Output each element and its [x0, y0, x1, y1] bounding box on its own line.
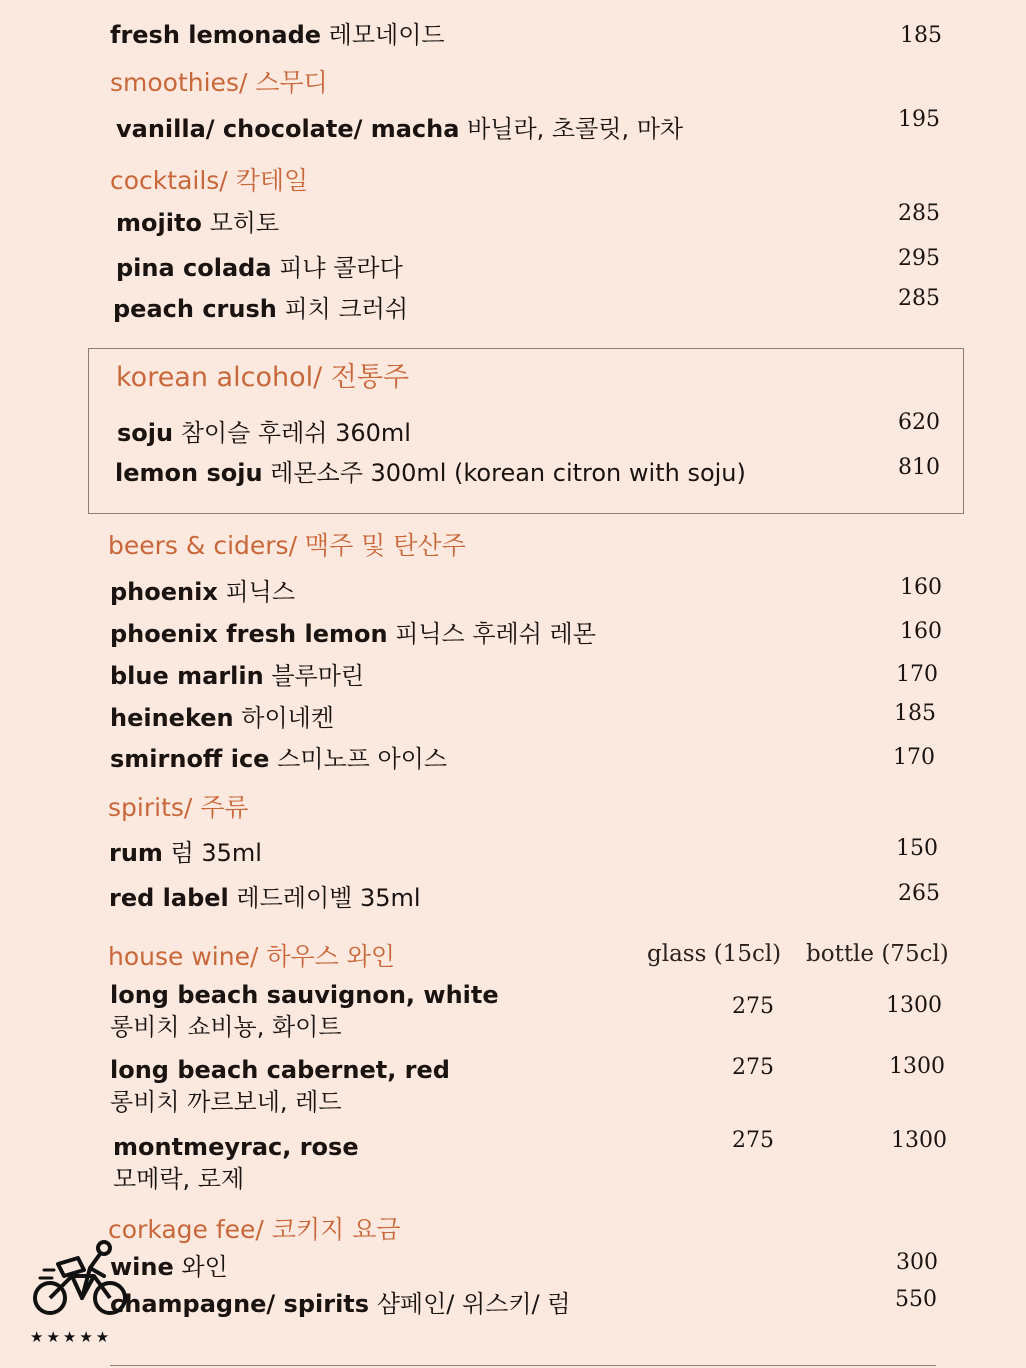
item-name: heineken	[110, 704, 234, 732]
menu-item	[110, 703, 334, 733]
item-korean: 와인	[181, 1253, 228, 1281]
item-name: phoenix fresh lemon	[110, 620, 388, 648]
bottle-column-header: bottle (75cl)	[806, 941, 949, 967]
item-korean: 모히토	[209, 209, 280, 237]
bottle-price: 1300	[886, 993, 942, 1018]
item-price: 265	[898, 881, 940, 906]
wine-item-name	[110, 980, 499, 1010]
menu-item	[110, 661, 364, 691]
item-name: peach crush	[113, 295, 277, 323]
item-price: 160	[900, 619, 942, 644]
item-name: lemon soju	[115, 459, 263, 487]
item-name: montmeyrac, rose	[113, 1133, 359, 1161]
item-name: wine	[110, 1253, 174, 1281]
item-name: long beach cabernet, red	[110, 1056, 450, 1084]
item-price: 550	[895, 1287, 937, 1312]
item-price: 160	[900, 575, 942, 600]
bottle-price: 1300	[891, 1128, 947, 1153]
item-price: 285	[898, 201, 940, 226]
menu-item	[115, 458, 746, 488]
menu-item	[113, 294, 408, 324]
section-title-house-wine: house wine/ 하우스 와인	[108, 942, 396, 971]
item-price: 295	[898, 246, 940, 271]
item-korean: 샴페인/ 위스키/ 럼	[376, 1290, 571, 1318]
item-name: soju	[117, 419, 174, 447]
item-korean: 블루마린	[271, 662, 365, 690]
menu-item	[117, 418, 411, 448]
item-price: 300	[896, 1250, 938, 1275]
menu-item	[110, 1289, 570, 1319]
menu-item	[110, 619, 596, 649]
item-price: 285	[898, 286, 940, 311]
bottom-divider	[110, 1365, 936, 1366]
section-title-beers: beers & ciders/ 맥주 및 탄산주	[108, 531, 466, 560]
item-korean: 바닐라, 초콜릿, 마차	[467, 115, 684, 143]
glass-price: 275	[732, 1055, 774, 1080]
section-title-korean-alcohol: korean alcohol/ 전통주	[116, 362, 410, 393]
menu-item	[116, 208, 279, 238]
glass-price: 275	[732, 994, 774, 1019]
item-price: 170	[893, 745, 935, 770]
item-korean: 레드레이벨 35ml	[236, 884, 421, 912]
item-name: smirnoff ice	[110, 745, 270, 773]
item-korean: 레모네이드	[328, 21, 445, 49]
item-korean: 피치 크러쉬	[284, 295, 409, 323]
item-korean: 피닉스	[225, 578, 296, 606]
item-price: 150	[896, 836, 938, 861]
item-korean: 피냐 콜라다	[279, 254, 403, 282]
menu-item	[110, 744, 447, 774]
item-korean: 피닉스 후레쉬 레몬	[395, 620, 596, 648]
item-korean: 럼 35ml	[170, 839, 262, 867]
item-name: vanilla/ chocolate/ macha	[116, 115, 460, 143]
item-price: 170	[896, 662, 938, 687]
item-name: champagne/ spirits	[110, 1290, 370, 1318]
section-title-cocktails: cocktails/ 칵테일	[110, 166, 309, 195]
menu-item	[116, 114, 683, 144]
item-name: pina colada	[116, 254, 272, 282]
glass-column-header: glass (15cl)	[647, 941, 782, 967]
glass-price: 275	[732, 1128, 774, 1153]
item-name: red label	[109, 884, 229, 912]
item-price: 195	[898, 107, 940, 132]
item-korean: 참이슬 후레쉬 360ml	[180, 419, 411, 447]
menu-item	[109, 838, 262, 868]
item-name: phoenix	[110, 578, 218, 606]
wine-item-korean: 롱비치 까르보네, 레드	[110, 1088, 342, 1116]
bottle-price: 1300	[889, 1054, 945, 1079]
rating-stars: ★★★★★	[30, 1328, 113, 1346]
item-korean: 스미노프 아이스	[277, 745, 448, 773]
item-korean: 레몬소주 300ml (korean citron with soju)	[270, 459, 746, 487]
item-name: fresh lemonade	[110, 21, 322, 49]
item-price: 185	[894, 701, 936, 726]
section-title-corkage: corkage fee/ 코키지 요금	[108, 1215, 401, 1244]
item-name: long beach sauvignon, white	[110, 981, 499, 1009]
menu-item	[109, 883, 421, 913]
item-korean: 하이네켄	[241, 704, 335, 732]
item-name: mojito	[116, 209, 202, 237]
menu-item	[110, 20, 445, 50]
wine-item-name	[110, 1055, 450, 1085]
wine-item-korean: 롱비치 쇼비뇽, 화이트	[110, 1013, 342, 1041]
item-price: 810	[898, 455, 940, 480]
item-price: 620	[898, 410, 940, 435]
item-name: blue marlin	[110, 662, 264, 690]
section-title-spirits: spirits/ 주류	[108, 793, 249, 822]
wine-item-korean: 모메락, 로제	[113, 1165, 245, 1193]
menu-item	[116, 253, 403, 283]
item-name: rum	[109, 839, 163, 867]
wine-item-name	[113, 1132, 359, 1162]
item-price: 185	[900, 23, 942, 48]
menu-item	[110, 577, 295, 607]
section-title-smoothies: smoothies/ 스무디	[110, 68, 328, 97]
